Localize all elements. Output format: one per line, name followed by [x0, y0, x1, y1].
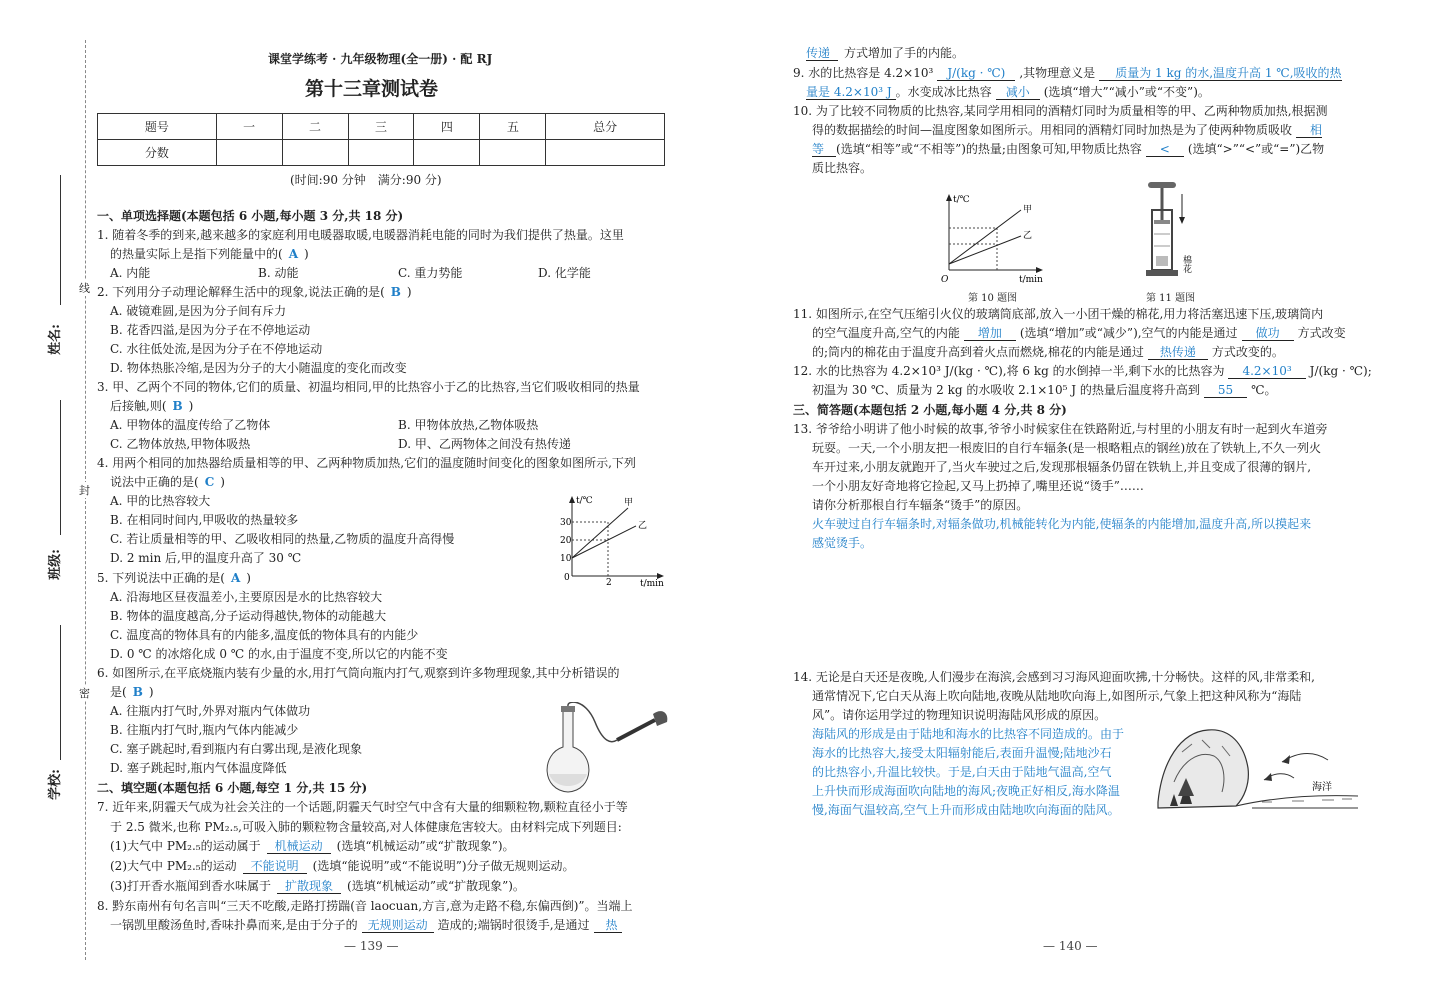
stem-text: 造成的;端锅时很烫手,是通过: [437, 918, 590, 932]
stem-text: (选填“相等”或“不相等”)的热量;由图象可知,甲物质比热容: [836, 142, 1142, 156]
seal-char-mi: 密: [79, 687, 90, 700]
stem-close: ): [246, 571, 251, 585]
stem-text: 的空气温度升高,空气的内能: [812, 326, 960, 340]
option: C. 塞子跳起时,看到瓶内有白雾出现,是液化现象: [110, 742, 363, 756]
question-stem: 6. 如图所示,在平底烧瓶内装有少量的水,用打气筒向瓶内打气,观察到许多物理现象,其中分析错误的: [97, 666, 620, 680]
stem-text: 说法中正确的是(: [110, 475, 199, 489]
graph-ytick: 10: [560, 554, 572, 564]
fig10-temperature-graph: [935, 190, 1050, 286]
graph-xlabel: t/min: [1019, 275, 1043, 285]
graph-xtick: 2: [606, 578, 612, 588]
score-header-cell: 题号: [98, 114, 217, 140]
question-stem: [812, 142, 1324, 157]
stem-text: 初温为 30 ℃、质量为 2 kg 的水吸收 2.1×10⁵ J 的热量后温度将升高到: [812, 383, 1200, 397]
stem-text: 方式改变的。: [1211, 345, 1284, 359]
stem-text: (3)打开香水瓶闻到香水味属于: [110, 879, 271, 893]
option: D. 2 min 后,甲的温度升高了 30 ℃: [110, 551, 302, 565]
stem-text: 方式改变: [1297, 326, 1346, 340]
score-header-cell: 四: [414, 114, 480, 140]
option: A. 甲物体的温度传给了乙物体: [110, 418, 271, 432]
cotton-label: 棉花: [1181, 255, 1191, 273]
class-field-line[interactable]: [60, 400, 61, 535]
graph-origin: O: [941, 275, 949, 285]
binding-margin: [0, 0, 95, 1000]
score-table-header-row: [98, 114, 665, 140]
stem-text: 的热量实际上是指下列能量中的(: [110, 247, 283, 261]
option: C. 水往低处流,是因为分子在不停地运动: [110, 342, 323, 356]
answer-blank[interactable]: 传递: [806, 46, 838, 61]
graph-xlabel: t/min: [640, 579, 664, 589]
answer: C: [204, 475, 215, 489]
answer-blank[interactable]: 无规则运动: [362, 918, 434, 933]
score-header-cell: 五: [480, 114, 546, 140]
sub-question: [110, 879, 525, 894]
q4-temperature-graph: [540, 492, 670, 590]
graph-ytick: 30: [560, 518, 572, 528]
question-stem: [97, 285, 412, 300]
answer-blank[interactable]: 减小: [996, 85, 1040, 100]
question-stem: 于 2.5 微米,也称 PM₂.₅,可吸入肺的颗粒物含量较高,对人体健康危害较大。由材料完成下列题目:: [110, 820, 622, 834]
question-stem: 7. 近年来,阴霾天气成为社会关注的一个话题,阴霾天气时空气中含有大量的细颗粒物,颗粒直径小于等: [97, 800, 628, 814]
stem-text: (选填“增加”或“减少”),空气的内能是通过: [1019, 326, 1238, 340]
question-stem: 14. 无论是白天还是夜晚,人们漫步在海滨,会感到习习海风迎面吹拂,十分畅快。这样的风,非常柔和,: [793, 670, 1315, 684]
option: C. 若让质量相等的甲、乙吸收相同的热量,乙物质的温度升高得慢: [110, 532, 455, 546]
answer-text: 海水的比热容大,接受太阳辐射能后,表面升温慢;陆地沙石: [812, 746, 1112, 760]
score-header-cell: 总分: [546, 114, 665, 140]
fig11-fire-syringe: [1138, 180, 1208, 288]
answer-text: 感觉烫手。: [812, 536, 873, 550]
school-field-line[interactable]: [60, 625, 61, 760]
option: C. 温度高的物体具有的内能多,温度低的物体具有的内能少: [110, 628, 419, 642]
stem-text: (选填“能说明”或“不能说明”)分子做无规则运动。: [312, 859, 575, 873]
stem-text: (选填“增大”“减小”或“不变”)。: [1043, 85, 1210, 99]
stem-text: (选填“机械运动”或“扩散现象”)。: [347, 879, 525, 893]
answer: B: [132, 685, 143, 699]
answer-text: 的比热容小,升温比较快。于是,白天由于陆地气温高,空气: [812, 765, 1112, 779]
answer-blank[interactable]: 做功: [1242, 326, 1294, 341]
stem-text: 12. 水的比热容为 4.2×10³ J/(kg · ℃),将 6 kg 的水倒掉一半,剩下水的比热容为: [793, 364, 1225, 378]
section-heading: 一、单项选择题(本题包括 6 小题,每小题 3 分,共 18 分): [97, 209, 404, 223]
class-label: 班级:: [47, 549, 63, 580]
option: B. 往瓶内打气时,瓶内气体内能减少: [110, 723, 299, 737]
stem-text: 2. 下列用分子动理论解释生活中的现象,说法正确的是(: [97, 285, 385, 299]
graph-ylabel: t/℃: [953, 195, 970, 205]
graph-ytick: 20: [560, 536, 572, 546]
option: B. 花香四溢,是因为分子在不停地运动: [110, 323, 311, 337]
sea-label: 海洋: [1312, 782, 1332, 793]
stem-text: (2)大气中 PM₂.₅的运动: [110, 859, 237, 873]
score-table-score-row: [98, 140, 665, 166]
answer-blank[interactable]: J/(kg · ℃): [937, 66, 1015, 81]
binding-dashed-line: [85, 40, 86, 960]
question-stem: [110, 918, 622, 933]
score-header-cell: 三: [348, 114, 414, 140]
stem-text: 9. 水的比热容是 4.2×10³: [793, 66, 934, 80]
question-stem: [110, 685, 154, 700]
stem-text: 。水变成冰比热容: [895, 85, 992, 99]
answer-text: 上升快而形成海面吹向陆地的海风;夜晚正好相反,海水降温: [812, 784, 1120, 798]
line-label-b: 乙: [1023, 231, 1033, 241]
score-cell[interactable]: [546, 140, 665, 166]
option: D. 甲、乙两物体之间没有热传递: [398, 437, 571, 451]
sub-question: [110, 859, 575, 874]
score-cell[interactable]: [348, 140, 414, 166]
stem-text: (1)大气中 PM₂.₅的运动属于: [110, 839, 261, 853]
question-stem: [806, 46, 964, 61]
option: A. 内能: [110, 266, 151, 280]
graph-ylabel: t/℃: [576, 496, 593, 506]
score-cell[interactable]: [414, 140, 480, 166]
question-stem: 8. 黔东南州有句名言叫“三天不吃酸,走路打捞踹(音 laocuan,方言,意为走路不稳,东偏西倒)”。当端上: [97, 899, 633, 913]
stem-close: ): [406, 285, 412, 299]
stem-close: ): [304, 247, 309, 261]
question-stem: [97, 571, 251, 586]
score-header-cell: 二: [282, 114, 348, 140]
option: A. 甲的比热容较大: [110, 494, 211, 508]
score-cell[interactable]: [282, 140, 348, 166]
name-field-line[interactable]: [60, 175, 61, 305]
stem-text: ℃。: [1251, 383, 1277, 397]
answer-blank[interactable]: 不能说明: [243, 859, 307, 874]
line-label-a: 甲: [1023, 205, 1033, 215]
question-stem: 一个小朋友好奇地将它捡起,又马上扔掉了,嘴里还说“烫手”……: [812, 479, 1144, 493]
time-note: (时间:90 分钟 满分:90 分): [290, 173, 442, 187]
question-stem: 玩耍。一天,一个小朋友把一根废旧的自行车辐条(是一根略粗点的钢丝)放在了铁轨上,不久一列火: [812, 441, 1321, 455]
option: D. 化学能: [538, 266, 591, 280]
answer-blank[interactable]: 等: [812, 142, 836, 157]
option: B. 在相同时间内,甲吸收的热量较多: [110, 513, 299, 527]
answer-text: 慢,海面气温较高,空气上升而形成由陆地吹向海面的陆风。: [812, 803, 1120, 817]
question-stem: 通常情况下,它白天从海上吹向陆地,夜晚从陆地吹向海上,如图所示,气象上把这种风称为“海陆: [812, 689, 1302, 703]
option: A. 沿海地区昼夜温差小,主要原因是水的比热容较大: [110, 590, 383, 604]
question-stem: 请你分析那根自行车辐条“烫手”的原因。: [812, 498, 1029, 512]
answer-text: 海陆风的形成是由于陆地和海水的比热容不同造成的。由于: [812, 727, 1125, 741]
fig10-caption: 第 10 题图: [968, 293, 1018, 304]
option: A. 往瓶内打气时,外界对瓶内气体做功: [110, 704, 311, 718]
question-stem: 车开过来,小朋友就跑开了,当火车驶过之后,发现那根辐条仍留在铁轨上,并且变成了很薄的钢片,: [812, 460, 1312, 474]
question-stem: [812, 326, 1346, 341]
section-heading: 二、填空题(本题包括 6 小题,每空 1 分,共 15 分): [97, 781, 368, 795]
score-cell[interactable]: [216, 140, 282, 166]
option: A. 破镜难圆,是因为分子间有斥力: [110, 304, 287, 318]
page-number-right: — 140 —: [1043, 939, 1098, 953]
question-stem: 风”。请你运用学过的物理知识说明海陆风形成的原因。: [812, 708, 1107, 722]
question-stem: [806, 85, 1210, 100]
line-label-b: 乙: [638, 521, 648, 531]
option: D. 物体热胀冷缩,是因为分子的大小随温度的变化而改变: [110, 361, 407, 375]
question-stem: 13. 爷爷给小明讲了他小时候的故事,爷爷小时候家住在铁路附近,与村里的小朋友有时一起到火车道旁: [793, 422, 1328, 436]
option: C. 乙物体放热,甲物体吸热: [110, 437, 251, 451]
answer-blank[interactable]: 扩散现象: [277, 879, 341, 894]
option: D. 0 ℃ 的冰熔化成 0 ℃ 的水,由于温度不变,所以它的内能不变: [110, 647, 448, 661]
answer-blank[interactable]: 增加: [964, 326, 1016, 341]
question-stem: [110, 475, 225, 490]
answer: B: [390, 285, 401, 299]
question-stem: [110, 399, 193, 414]
stem-text: 的;筒内的棉花由于温度升高到着火点而燃烧,棉花的内能是通过: [812, 345, 1144, 359]
option: B. 甲物体放热,乙物体吸热: [398, 418, 539, 432]
stem-text: 得的数据描绘的时间—温度图象如图所示。用相同的酒精灯同时加热是为了使两种物质吸收: [812, 123, 1293, 137]
question-stem: [812, 123, 1322, 138]
option: B. 动能: [258, 266, 299, 280]
question-stem: [812, 383, 1277, 398]
question-stem: 11. 如图所示,在空气压缩引火仪的玻璃筒底部,放入一小团干燥的棉花,用力将活塞迅速下压,玻璃筒内: [793, 307, 1324, 321]
fig11-caption: 第 11 题图: [1146, 293, 1196, 304]
answer-blank[interactable]: 质量为 1 kg 的水,温度升高 1 ℃,吸收的热: [1099, 66, 1341, 81]
option: D. 塞子跳起时,瓶内气体温度降低: [110, 761, 287, 775]
question-stem: 质比热容。: [812, 161, 873, 175]
option: B. 物体的温度越高,分子运动得越快,物体的动能越大: [110, 609, 387, 623]
answer-blank[interactable]: 4.2×10³: [1228, 364, 1305, 379]
question-stem: 4. 用两个相同的加热器给质量相等的甲、乙两种物质加热,它们的温度随时间变化的图象如图所示,下列: [97, 456, 636, 470]
answer-blank[interactable]: 热传递: [1148, 345, 1208, 360]
answer-blank[interactable]: 机械运动: [267, 839, 331, 854]
score-cell[interactable]: [480, 140, 546, 166]
stem-text: ,其物理意义是: [1019, 66, 1096, 80]
stem-text: (选填“>”“<”或“=”)乙物: [1187, 142, 1325, 156]
question-stem: 1. 随着冬季的到来,越来越多的家庭利用电暖器取暖,电暖器消耗电能的同时为我们提供了热量。这里: [97, 228, 624, 242]
answer: A: [288, 247, 298, 261]
sub-question: [110, 839, 515, 854]
question-stem: 10. 为了比较不同物质的比热容,某同学用相同的酒精灯同时为质量相等的甲、乙两种物质加热,根据测: [793, 104, 1328, 118]
answer-blank[interactable]: 55: [1204, 383, 1247, 398]
page-number-left: — 139 —: [344, 939, 399, 953]
answer-text: 火车驶过自行车辐条时,对辐条做功,机械能转化为内能,使辐条的内能增加,温度升高,所以摸起来: [812, 517, 1312, 531]
answer-blank[interactable]: 热: [594, 918, 622, 933]
stem-text: J/(kg · ℃);: [1309, 364, 1372, 378]
question-stem: [812, 345, 1284, 360]
option: C. 重力势能: [398, 266, 463, 280]
line-label-a: 甲: [624, 498, 634, 508]
question-stem: [793, 66, 1342, 81]
answer: B: [172, 399, 183, 413]
question-stem: [110, 247, 309, 262]
question-stem: [793, 364, 1372, 379]
stem-close: ): [188, 399, 194, 413]
stem-close: ): [220, 475, 225, 489]
answer-blank[interactable]: <: [1146, 142, 1184, 157]
sea-land-breeze-illustration: [1152, 722, 1362, 814]
stem-close: ): [148, 685, 154, 699]
flask-pump-illustration: [545, 702, 670, 797]
stem-text: 一锅凯里酸汤鱼时,香味扑鼻而来,是由于分子的: [110, 918, 358, 932]
series-title: 课堂学练考 · 九年级物理(全一册) · 配 RJ: [268, 52, 493, 66]
stem-text: 方式增加了手的内能。: [844, 46, 965, 60]
stem-text: 5. 下列说法中正确的是(: [97, 571, 225, 585]
answer-blank[interactable]: 量是 4.2×10³ J: [806, 85, 896, 100]
score-table: [97, 113, 665, 166]
stem-text: 是(: [110, 685, 127, 699]
stem-text: (选填“机械运动”或“扩散现象”)。: [336, 839, 515, 853]
stem-text: 后接触,则(: [110, 399, 167, 413]
seal-char-xian: 线: [79, 282, 90, 295]
question-stem: 3. 甲、乙两个不同的物体,它们的质量、初温均相同,甲的比热容小于乙的比热容,当它们吸收相同的热量: [97, 380, 640, 394]
score-header-cell: 一: [216, 114, 282, 140]
seal-char-feng: 封: [79, 484, 90, 497]
page-title: 第十三章测试卷: [305, 78, 439, 100]
answer: A: [230, 571, 241, 585]
answer-blank[interactable]: 相: [1296, 123, 1322, 138]
graph-ytick: 0: [564, 573, 570, 583]
section-heading: 三、简答题(本题包括 2 小题,每小题 4 分,共 8 分): [793, 403, 1067, 417]
school-label: 学校:: [47, 769, 63, 800]
name-label: 姓名:: [47, 324, 63, 355]
score-row-label: 分数: [98, 140, 217, 166]
